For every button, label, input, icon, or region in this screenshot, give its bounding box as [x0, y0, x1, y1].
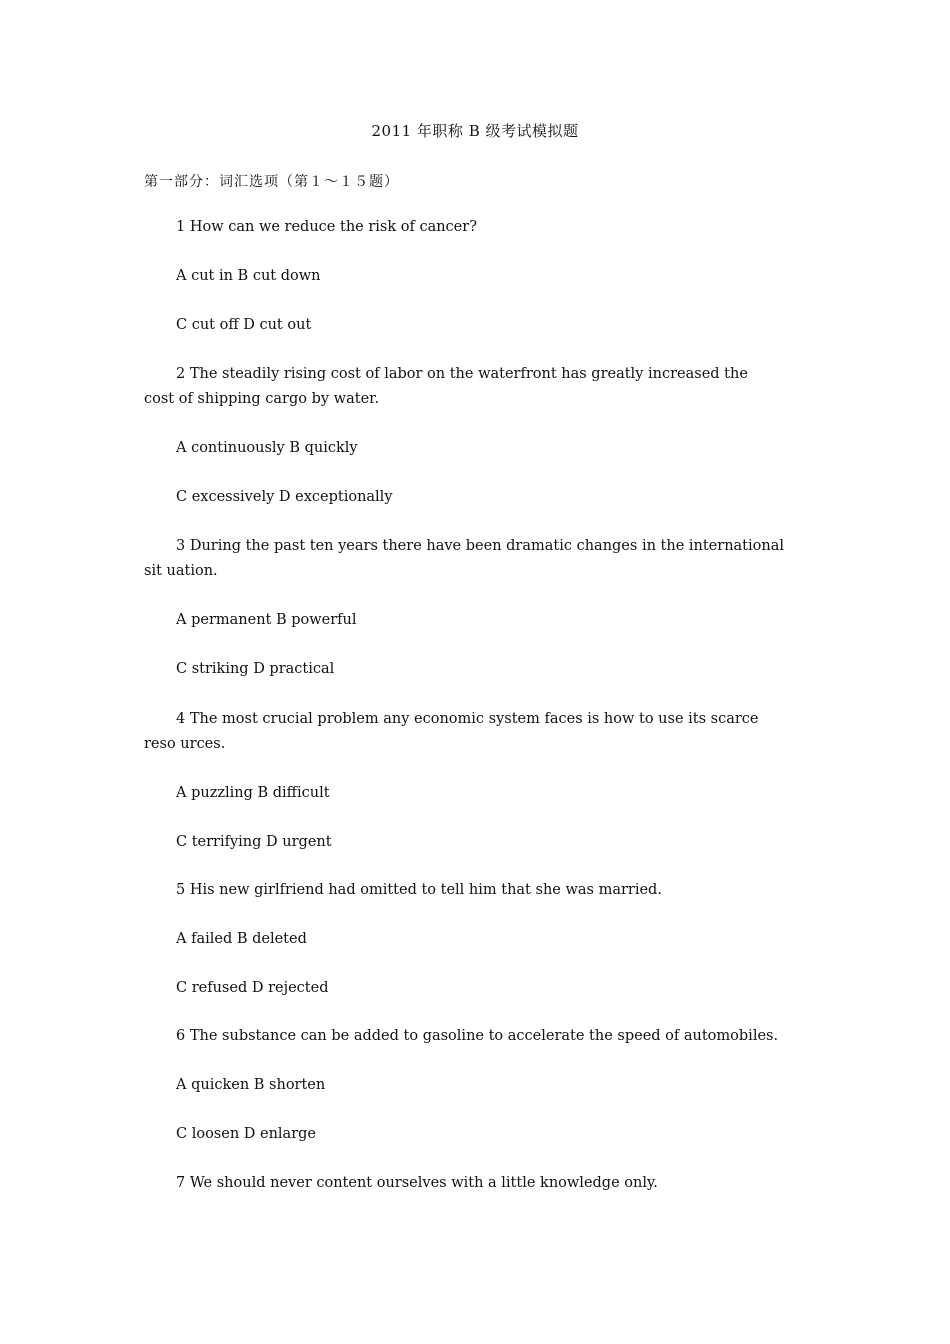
section-instruction: 第一部分：词汇选项（第１～１５题） — [144, 174, 399, 190]
question-6-options-ab: A quicken B shorten — [176, 1077, 326, 1093]
question-2-continuation: cost of shipping cargo by water. — [144, 391, 380, 407]
question-2-options-ab: A continuously B quickly — [176, 440, 358, 456]
question-1-options-cd: C cut off D cut out — [176, 317, 312, 333]
question-4: 4 The most crucial problem any economic system faces is how to use its scarce — [176, 711, 759, 727]
question-2: 2 The steadily rising cost of labor on the waterfront has greatly increased the — [176, 366, 748, 382]
question-6: 6 The substance can be added to gasoline to accelerate the speed of automobiles. — [176, 1028, 779, 1044]
question-2-options-cd: C excessively D exceptionally — [176, 489, 393, 505]
question-3-options-cd: C striking D practical — [176, 661, 335, 677]
question-1: 1 How can we reduce the risk of cancer? — [176, 219, 477, 235]
question-3-continuation: sit uation. — [144, 563, 218, 579]
question-6-options-cd: C loosen D enlarge — [176, 1126, 317, 1142]
question-4-options-ab: A puzzling B difficult — [176, 785, 330, 801]
question-4-continuation: reso urces. — [144, 736, 226, 752]
question-3: 3 During the past ten years there have been dramatic changes in the international — [176, 538, 784, 554]
question-5: 5 His new girlfriend had omitted to tell him that she was married. — [176, 882, 662, 898]
question-1-options-ab: A cut in B cut down — [176, 268, 321, 284]
question-5-options-cd: C refused D rejected — [176, 980, 329, 996]
question-4-options-cd: C terrifying D urgent — [176, 834, 332, 850]
question-7: 7 We should never content ourselves with a little knowledge only. — [176, 1175, 658, 1191]
question-5-options-ab: A failed B deleted — [176, 931, 307, 947]
question-3-options-ab: A permanent B powerful — [176, 612, 357, 628]
document-title: 2011 年职称 B 级考试模拟题 — [371, 122, 579, 140]
